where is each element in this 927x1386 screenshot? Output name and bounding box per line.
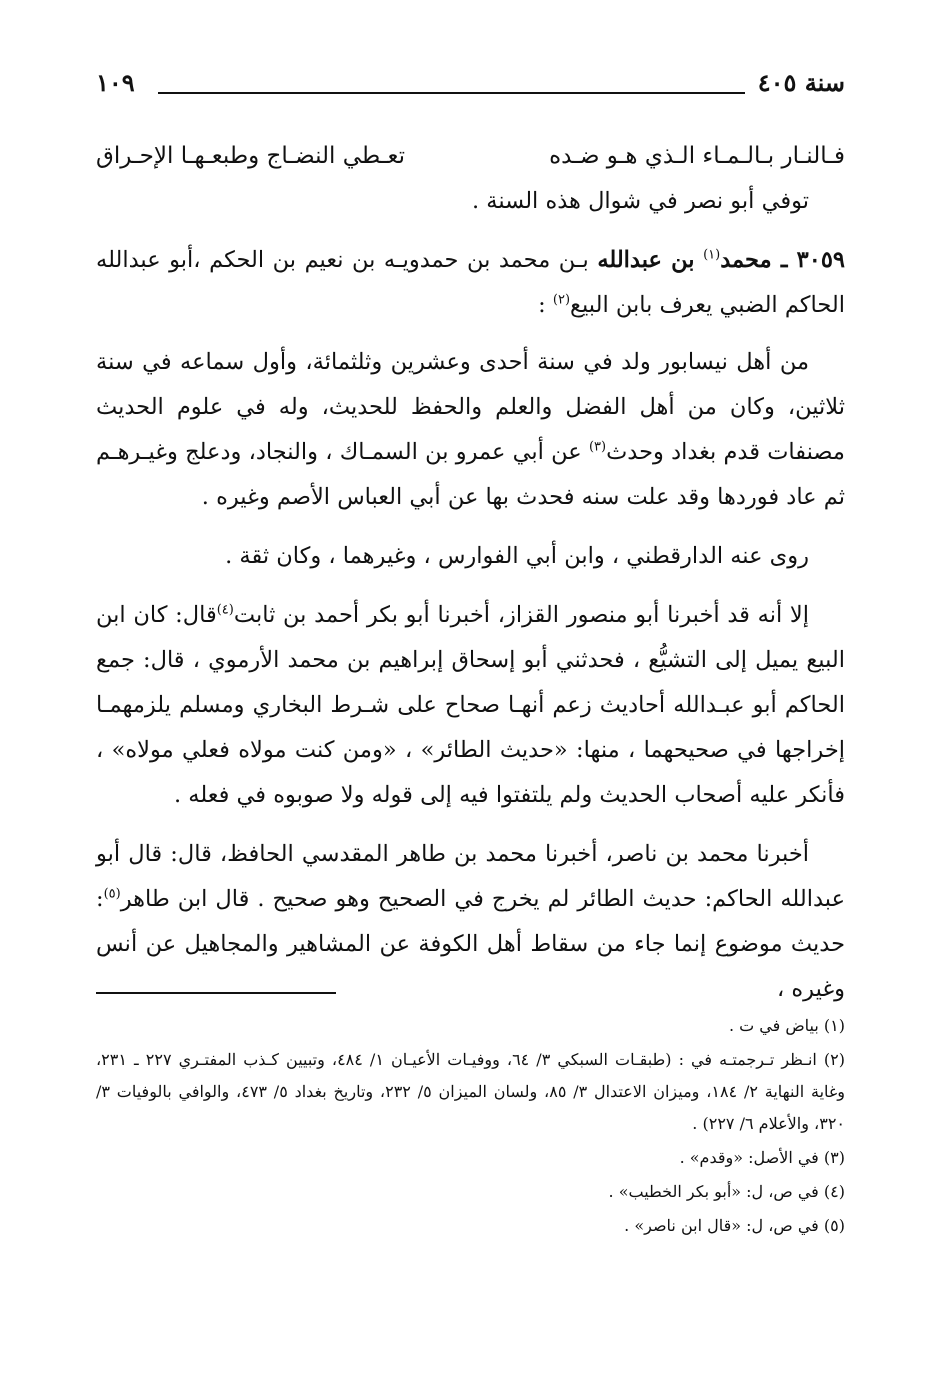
paragraph-biography-text: من أهل نيسابور ولد في سنة أحدى وعشرين وثلثمائة، وأول سماعه في سنة ثلاثين، وكان من أهل الفضل والعلم والحفظ للحديث، وله في علوم الحديث مصنفات قدم بغداد وحدث — [96, 349, 845, 465]
footnote-ref-2: (٢) — [552, 292, 571, 308]
paragraph-ibn-tahir — [96, 832, 845, 1012]
footnote-ref-4: (٤) — [216, 602, 234, 618]
footnotes — [96, 1010, 845, 1244]
paragraph-khatib-text: إلا أنه قد أخبرنا أبو منصور القزاز، أخبرنا أبو بكر أحمد بن ثابت — [233, 602, 810, 628]
page-header — [96, 68, 845, 108]
paragraph-ibn-tahir-text: أخبرنا محمد بن ناصر، أخبرنا محمد بن طاهر المقدسي الحافظ، قال: قال أبو عبدالله الحاكم: حديث الطائر لم يخرج في الصحيح وهو صحيح . قال ابن طاهر — [96, 841, 845, 912]
entry-end: : — [538, 292, 553, 318]
footnote-1: (١) بياض في ت . — [728, 1016, 845, 1035]
footnote-ref-1: (١) — [703, 247, 721, 263]
biography-entry-heading — [96, 238, 845, 328]
footnote-ref-5: (٥) — [103, 886, 121, 902]
page-number: ١٠٩ — [96, 68, 135, 97]
footnote-5: (٥) في ص، ل: «قال ابن ناصر» . — [624, 1216, 845, 1235]
verse-first-hemistich: فـالنـار بـالـمـاء الـذي هـو ضـده — [549, 143, 845, 169]
entry-name-rest: بن عبدالله — [597, 247, 695, 273]
footnote-4: (٤) في ص، ل: «أبو بكر الخطيب» . — [608, 1182, 845, 1201]
paragraph-biography — [96, 340, 845, 520]
footnote-2: (٢) انـظر تـرجمتـه في : (طبقـات السبكي ٣/ ٦٤، ووفيـات الأعيـان ١/ ٤٨٤، وتبيين كـذب المفتـري ٢٢٧ ـ ٢٣١، وغاية النهاية ٢/ ١٨٤، وميزان الاعتدال ٣/ ٨٥، ولسان الميزان ٥/ ٢٣٢، وتاريخ بغداد ٥/ ٤٧٣، والوافي بالوفيات ٣/ ٣٢٠، والأعلام ٦/ ٢٢٧) . — [96, 1050, 846, 1133]
paragraph-khatib-report — [96, 593, 845, 818]
entry-number-name: ٣٠٥٩ ـ محمد — [720, 247, 845, 273]
entry-lineage: بـن محمد بن حمدويـه بن نعيم بن الحكم ،أبو عبدالله الحاكم الضبي يعرف بابن البيع — [96, 247, 845, 318]
verse-second-hemistich: تعـطي النضـاج وطبعـهـا الإحـراق — [96, 143, 406, 169]
paragraph-narrators: روى عنه الدارقطني ، وابن أبي الفوارس ، وغيرهما ، وكان ثقة . — [225, 543, 809, 569]
header-rule — [158, 92, 745, 94]
running-title: سنة ٤٠٥ — [757, 68, 845, 97]
paragraph-ibn-tahir-tail: : حديث موضوع إنما جاء من سقاط أهل الكوفة عن المشاهير والمجاهيل عن أنس وغيره ، — [96, 886, 845, 1002]
footnote-separator — [96, 992, 336, 994]
poetry-verse — [96, 134, 845, 179]
paragraph-khatib-tail: قال: كان ابن البيع يميل إلى التشيُّع ، فحدثني أبو إسحاق إبراهيم بن محمد الأرموي ، قال: جمع الحاكم أبو عبـدالله أحاديث زعم أنهـا صحاح على شـرط البخاري ومسلم يلزمهمـا إخراجها في صحيحهما ، منها: «حديث الطائر» ، «ومن كنت مولاه فعلي مولاه» ، فأنكر عليه أصحاب الحديث ولم يلتفتوا فيه إلى قوله ولا صوبوه في فعله . — [96, 602, 845, 808]
footnote-3: (٣) في الأصل: «وقدم» . — [679, 1148, 845, 1167]
paragraph-death-note: توفي أبو نصر في شوال هذه السنة . — [471, 188, 809, 214]
main-text — [96, 134, 845, 1026]
paragraph-biography-tail: عن أبي عمرو بن السمـاك ، والنجاد، ودعلج وغيـرهـم ثم عاد فوردها وقد علت سنه فحدث بها عن أبي العباس الأصم وغيره . — [96, 439, 845, 510]
footnote-ref-3: (٣) — [588, 439, 607, 455]
